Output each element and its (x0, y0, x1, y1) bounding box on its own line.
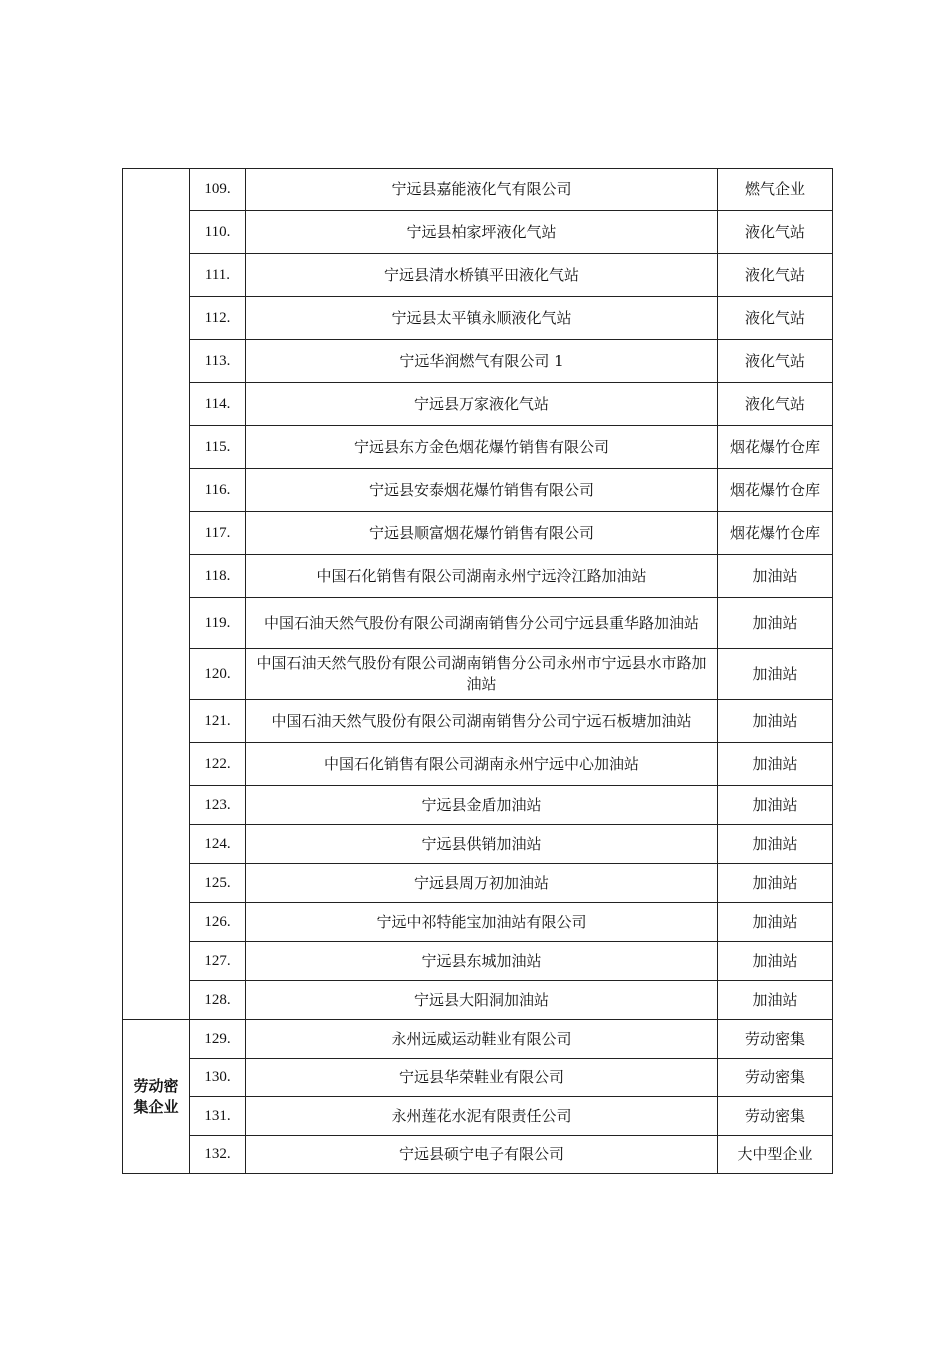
row-number: 120. (190, 649, 246, 700)
enterprise-name: 中国石化销售有限公司湖南永州宁远泠江路加油站 (246, 555, 718, 598)
enterprise-type: 液化气站 (718, 254, 833, 297)
enterprise-name: 宁远县硕宁电子有限公司 (246, 1136, 718, 1174)
row-number: 116. (190, 469, 246, 512)
enterprise-name: 宁远县周万初加油站 (246, 864, 718, 903)
row-number: 127. (190, 942, 246, 981)
row-number: 130. (190, 1059, 246, 1097)
enterprise-name: 永州莲花水泥有限责任公司 (246, 1097, 718, 1136)
row-number: 128. (190, 981, 246, 1020)
enterprise-type: 液化气站 (718, 211, 833, 254)
enterprise-name: 永州远威运动鞋业有限公司 (246, 1020, 718, 1059)
row-number: 121. (190, 700, 246, 743)
row-number: 111. (190, 254, 246, 297)
enterprise-name: 宁远县大阳洞加油站 (246, 981, 718, 1020)
row-number: 126. (190, 903, 246, 942)
enterprise-name: 宁远县太平镇永顺液化气站 (246, 297, 718, 340)
table-row (123, 297, 833, 340)
enterprise-type: 劳动密集 (718, 1097, 833, 1136)
category-cell: 劳动密集企业 (123, 1020, 190, 1174)
enterprise-type: 燃气企业 (718, 169, 833, 211)
enterprise-type: 加油站 (718, 825, 833, 864)
table-row (123, 825, 833, 864)
row-number: 123. (190, 786, 246, 825)
table-row (123, 512, 833, 555)
table-row (123, 555, 833, 598)
table-row (123, 1136, 833, 1174)
row-number: 112. (190, 297, 246, 340)
table-row (123, 942, 833, 981)
table-row (123, 786, 833, 825)
enterprise-table (122, 168, 833, 1174)
enterprise-type: 烟花爆竹仓库 (718, 469, 833, 512)
table-row (123, 211, 833, 254)
enterprise-type: 液化气站 (718, 383, 833, 426)
enterprise-name: 中国石油天然气股份有限公司湖南销售分公司永州市宁远县水市路加油站 (246, 649, 718, 700)
row-number: 118. (190, 555, 246, 598)
enterprise-type: 烟花爆竹仓库 (718, 426, 833, 469)
row-number: 109. (190, 169, 246, 211)
enterprise-table-body (123, 169, 833, 1174)
enterprise-name: 中国石油天然气股份有限公司湖南销售分公司宁远石板塘加油站 (246, 700, 718, 743)
table-row (123, 649, 833, 700)
row-number: 125. (190, 864, 246, 903)
row-number: 132. (190, 1136, 246, 1174)
enterprise-type: 加油站 (718, 743, 833, 786)
table-row (123, 426, 833, 469)
enterprise-type: 大中型企业 (718, 1136, 833, 1174)
enterprise-type: 加油站 (718, 598, 833, 649)
enterprise-name: 宁远县清水桥镇平田液化气站 (246, 254, 718, 297)
row-number: 117. (190, 512, 246, 555)
enterprise-type: 加油站 (718, 981, 833, 1020)
enterprise-type: 加油站 (718, 700, 833, 743)
enterprise-type: 液化气站 (718, 297, 833, 340)
table-row (123, 743, 833, 786)
enterprise-type: 加油站 (718, 649, 833, 700)
row-number: 124. (190, 825, 246, 864)
row-number: 110. (190, 211, 246, 254)
enterprise-type: 液化气站 (718, 340, 833, 383)
enterprise-name: 宁远县嘉能液化气有限公司 (246, 169, 718, 211)
table-row (123, 981, 833, 1020)
enterprise-name: 宁远县顺富烟花爆竹销售有限公司 (246, 512, 718, 555)
table-row (123, 598, 833, 649)
enterprise-type: 劳动密集 (718, 1020, 833, 1059)
row-number: 122. (190, 743, 246, 786)
table-row (123, 340, 833, 383)
enterprise-name: 宁远县华荣鞋业有限公司 (246, 1059, 718, 1097)
enterprise-type: 加油站 (718, 786, 833, 825)
enterprise-name: 宁远县万家液化气站 (246, 383, 718, 426)
enterprise-type: 加油站 (718, 864, 833, 903)
table-row (123, 169, 833, 211)
table-row (123, 700, 833, 743)
enterprise-type: 加油站 (718, 942, 833, 981)
enterprise-name: 宁远县供销加油站 (246, 825, 718, 864)
enterprise-type: 加油站 (718, 903, 833, 942)
enterprise-name: 宁远华润燃气有限公司 1 (246, 340, 718, 383)
enterprise-name: 中国石油天然气股份有限公司湖南销售分公司宁远县重华路加油站 (246, 598, 718, 649)
table-row (123, 469, 833, 512)
enterprise-name: 宁远县柏家坪液化气站 (246, 211, 718, 254)
row-number: 131. (190, 1097, 246, 1136)
enterprise-type: 加油站 (718, 555, 833, 598)
table-row (123, 383, 833, 426)
row-number: 129. (190, 1020, 246, 1059)
table-row (123, 903, 833, 942)
table-row (123, 864, 833, 903)
row-number: 115. (190, 426, 246, 469)
row-number: 114. (190, 383, 246, 426)
enterprise-name: 宁远县东方金色烟花爆竹销售有限公司 (246, 426, 718, 469)
enterprise-name: 中国石化销售有限公司湖南永州宁远中心加油站 (246, 743, 718, 786)
row-number: 113. (190, 340, 246, 383)
row-number: 119. (190, 598, 246, 649)
enterprise-name: 宁远县金盾加油站 (246, 786, 718, 825)
table-row (123, 1059, 833, 1097)
enterprise-type: 劳动密集 (718, 1059, 833, 1097)
enterprise-name: 宁远县东城加油站 (246, 942, 718, 981)
table-row (123, 1020, 833, 1059)
enterprise-name: 宁远中祁特能宝加油站有限公司 (246, 903, 718, 942)
enterprise-name: 宁远县安泰烟花爆竹销售有限公司 (246, 469, 718, 512)
table-row (123, 1097, 833, 1136)
enterprise-type: 烟花爆竹仓库 (718, 512, 833, 555)
category-cell (123, 169, 190, 1020)
table-row (123, 254, 833, 297)
